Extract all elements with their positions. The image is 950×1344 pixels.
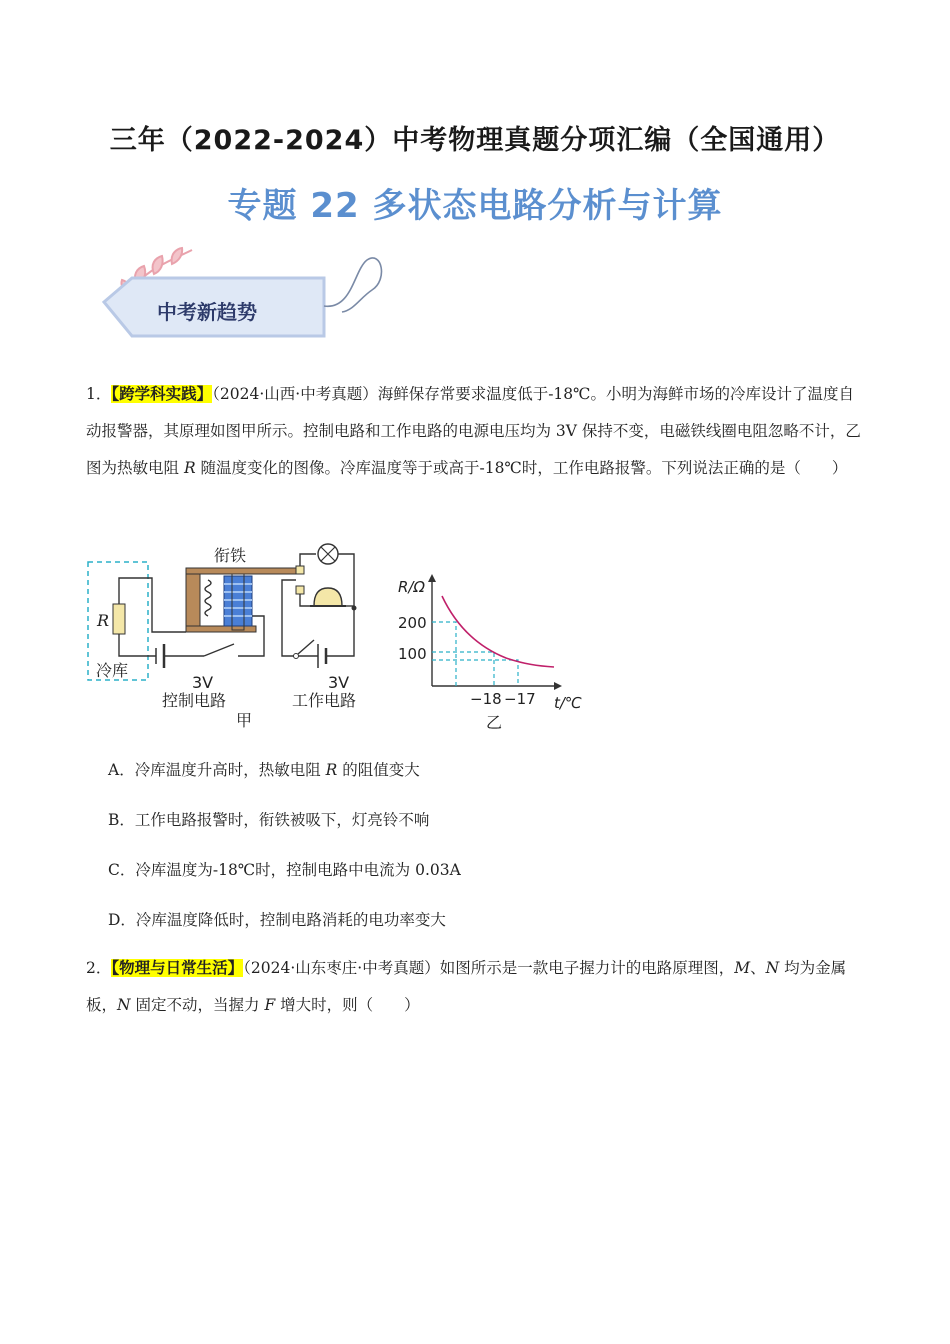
thermistor xyxy=(113,604,125,634)
bell-icon xyxy=(314,588,342,606)
resistance-curve xyxy=(442,596,554,667)
frame xyxy=(186,574,200,632)
section-label: 中考新趋势 xyxy=(157,300,257,324)
caption-b: 乙 xyxy=(486,713,503,732)
question-2: 2．【物理与日常生活】（2024·山东枣庄·中考真题）如图所示是一款电子握力计的电路原理图，M、N 均为金属板，N 固定不动，当握力 F 增大时，则（ ） xyxy=(86,959,847,1014)
option-d: D．冷库温度降低时，控制电路消耗的电功率变大 xyxy=(108,911,446,929)
question-number: 1． xyxy=(86,385,112,403)
control-voltage: 3V xyxy=(192,673,214,692)
question-1-figure xyxy=(86,540,606,736)
caption-a: 甲 xyxy=(236,711,253,730)
option-b: B．工作电路报警时，衔铁被吸下，灯亮铃不响 xyxy=(108,811,430,829)
question-tag: 【跨学科实践】 xyxy=(111,385,213,403)
work-circuit-label: 工作电路 xyxy=(292,691,357,710)
option-c: C．冷库温度为-18℃时，控制电路中电流为 0.03A xyxy=(108,861,461,879)
spring xyxy=(205,580,211,616)
work-voltage: 3V xyxy=(328,673,350,692)
graph-xlabel: t/℃ xyxy=(554,694,582,712)
x-tick-17: −17 xyxy=(504,690,536,708)
cold-room-label: 冷库 xyxy=(96,661,129,680)
question-tag: 【物理与日常生活】 xyxy=(111,959,244,977)
y-tick-200: 200 xyxy=(398,614,427,632)
option-a: A．冷库温度升高时，热敏电阻 R 的阻值变大 xyxy=(108,761,420,779)
armature xyxy=(186,568,296,574)
resistor-label: R xyxy=(97,611,110,630)
x-tick-18: −18 xyxy=(470,690,502,708)
control-circuit-label: 控制电路 xyxy=(162,691,227,710)
page-title: 三年（2022-2024）中考物理真题分项汇编（全国通用） xyxy=(109,125,841,156)
resistance-temperature-graph xyxy=(398,574,582,732)
section-badge xyxy=(92,240,392,350)
graph-ylabel: R/Ω xyxy=(398,578,425,596)
question-number: 2． xyxy=(86,959,112,977)
armature-label: 衔铁 xyxy=(214,546,247,565)
topic-title: 专题 22 多状态电路分析与计算 xyxy=(227,186,723,226)
question-1: 1．【跨学科实践】（2024·山西·中考真题）海鲜保存常要求温度低于-18℃。小明为海鲜市场的冷库设计了温度自动报警器，其原理如图甲所示。控制电路和工作电路的电源电压均为 3V 保持不变，电磁铁线圈电阻忽略不计，乙图为热敏电阻 R 随温度变化的图像。冷库温度等于或高于-18℃时，工作电路报警。下列说法正确的是（ ） xyxy=(86,385,861,477)
y-tick-100: 100 xyxy=(398,645,427,663)
